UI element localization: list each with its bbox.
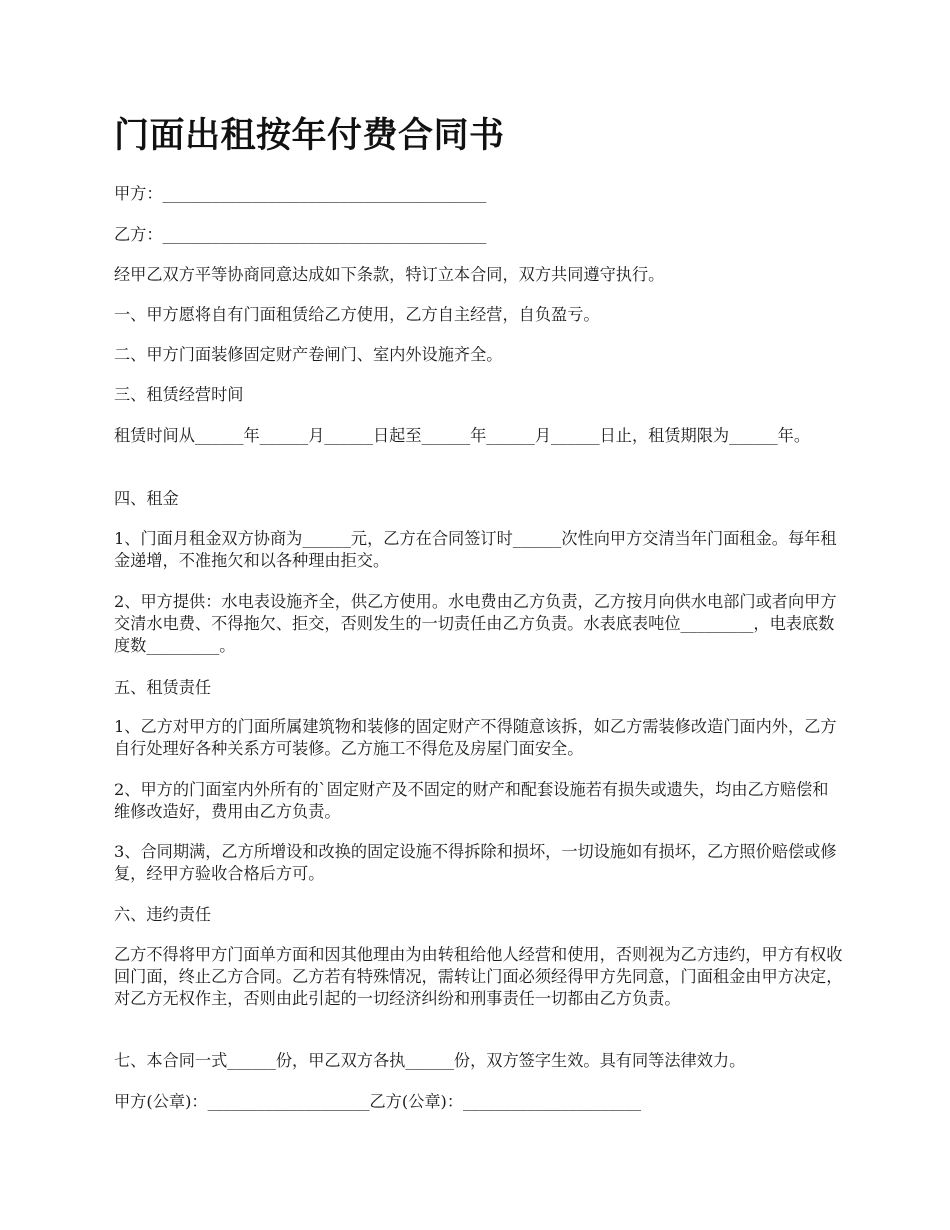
responsibility-clause-3: 3、合同期满，乙方所增设和改换的固定设施不得拆除和损坏，一切设施如有损坏，乙方照价赔偿或修复，经甲方验收合格后方可。 — [114, 842, 837, 883]
lease-period-text: 租赁时间从______年______月______日起至______年______月______日止，租赁期限为______年。 — [114, 426, 811, 445]
document-title: 门面出租按年付费合同书 — [114, 115, 505, 156]
preamble: 经甲乙双方平等协商同意达成如下条款，特订立本合同，双方共同遵守执行。 — [114, 265, 665, 284]
clause-7: 七、本合同一式______份，甲乙双方各执______份，双方签字生效。具有同等法律效力。 — [114, 1051, 746, 1070]
rent-clause-2: 2、甲方提供：水电表设施齐全，供乙方使用。水电费由乙方负责，乙方按月向供水电部门或者向甲方交清水电费、不得拖欠、拒交，否则发生的一切责任由乙方负责。水表底表吨位_________，电表底数度数_________。 — [114, 592, 837, 655]
party-a-line: 甲方：________________________________________ — [114, 184, 487, 203]
section-5-heading: 五、租赁责任 — [114, 678, 212, 697]
section-6-heading: 六、违约责任 — [114, 905, 212, 924]
responsibility-clause-1: 1、乙方对甲方的门面所属建筑物和装修的固定财产不得随意该拆，如乙方需装修改造门面内外，乙方自行处理好各种关系方可装修。乙方施工不得危及房屋门面安全。 — [114, 717, 837, 758]
section-4-heading: 四、租金 — [114, 489, 179, 508]
responsibility-clause-2: 2、甲方的门面室内外所有的`固定财产及不固定的财产和配套设施若有损失或遗失，均由乙方赔偿和维修改造好，费用由乙方负责。 — [114, 780, 829, 821]
clause-2: 二、甲方门面装修固定财产卷闸门、室内外设施齐全。 — [114, 345, 503, 364]
section-3-heading: 三、租赁经营时间 — [114, 385, 244, 404]
clause-1: 一、甲方愿将自有门面租赁给乙方使用，乙方自主经营，自负盈亏。 — [114, 305, 600, 324]
breach-clause: 乙方不得将甲方门面单方面和因其他理由为由转租给他人经营和使用，否则视为乙方违约，甲方有权收回门面，终止乙方合同。乙方若有特殊情况，需转让门面必须经得甲方先同意，门面租金由甲方决定，对乙方无权作主，否则由此引起的一切经济纠纷和刑事责任一切都由乙方负责。 — [114, 945, 843, 1008]
party-b-line: 乙方：________________________________________ — [114, 225, 487, 244]
signature-line: 甲方(公章)：____________________乙方(公章)：______________________ — [114, 1092, 642, 1111]
rent-clause-1: 1、门面月租金双方协商为______元，乙方在合同签订时______次性向甲方交清当年门面租金。每年租金递增，不准拖欠和以各种理由拒交。 — [114, 529, 837, 570]
